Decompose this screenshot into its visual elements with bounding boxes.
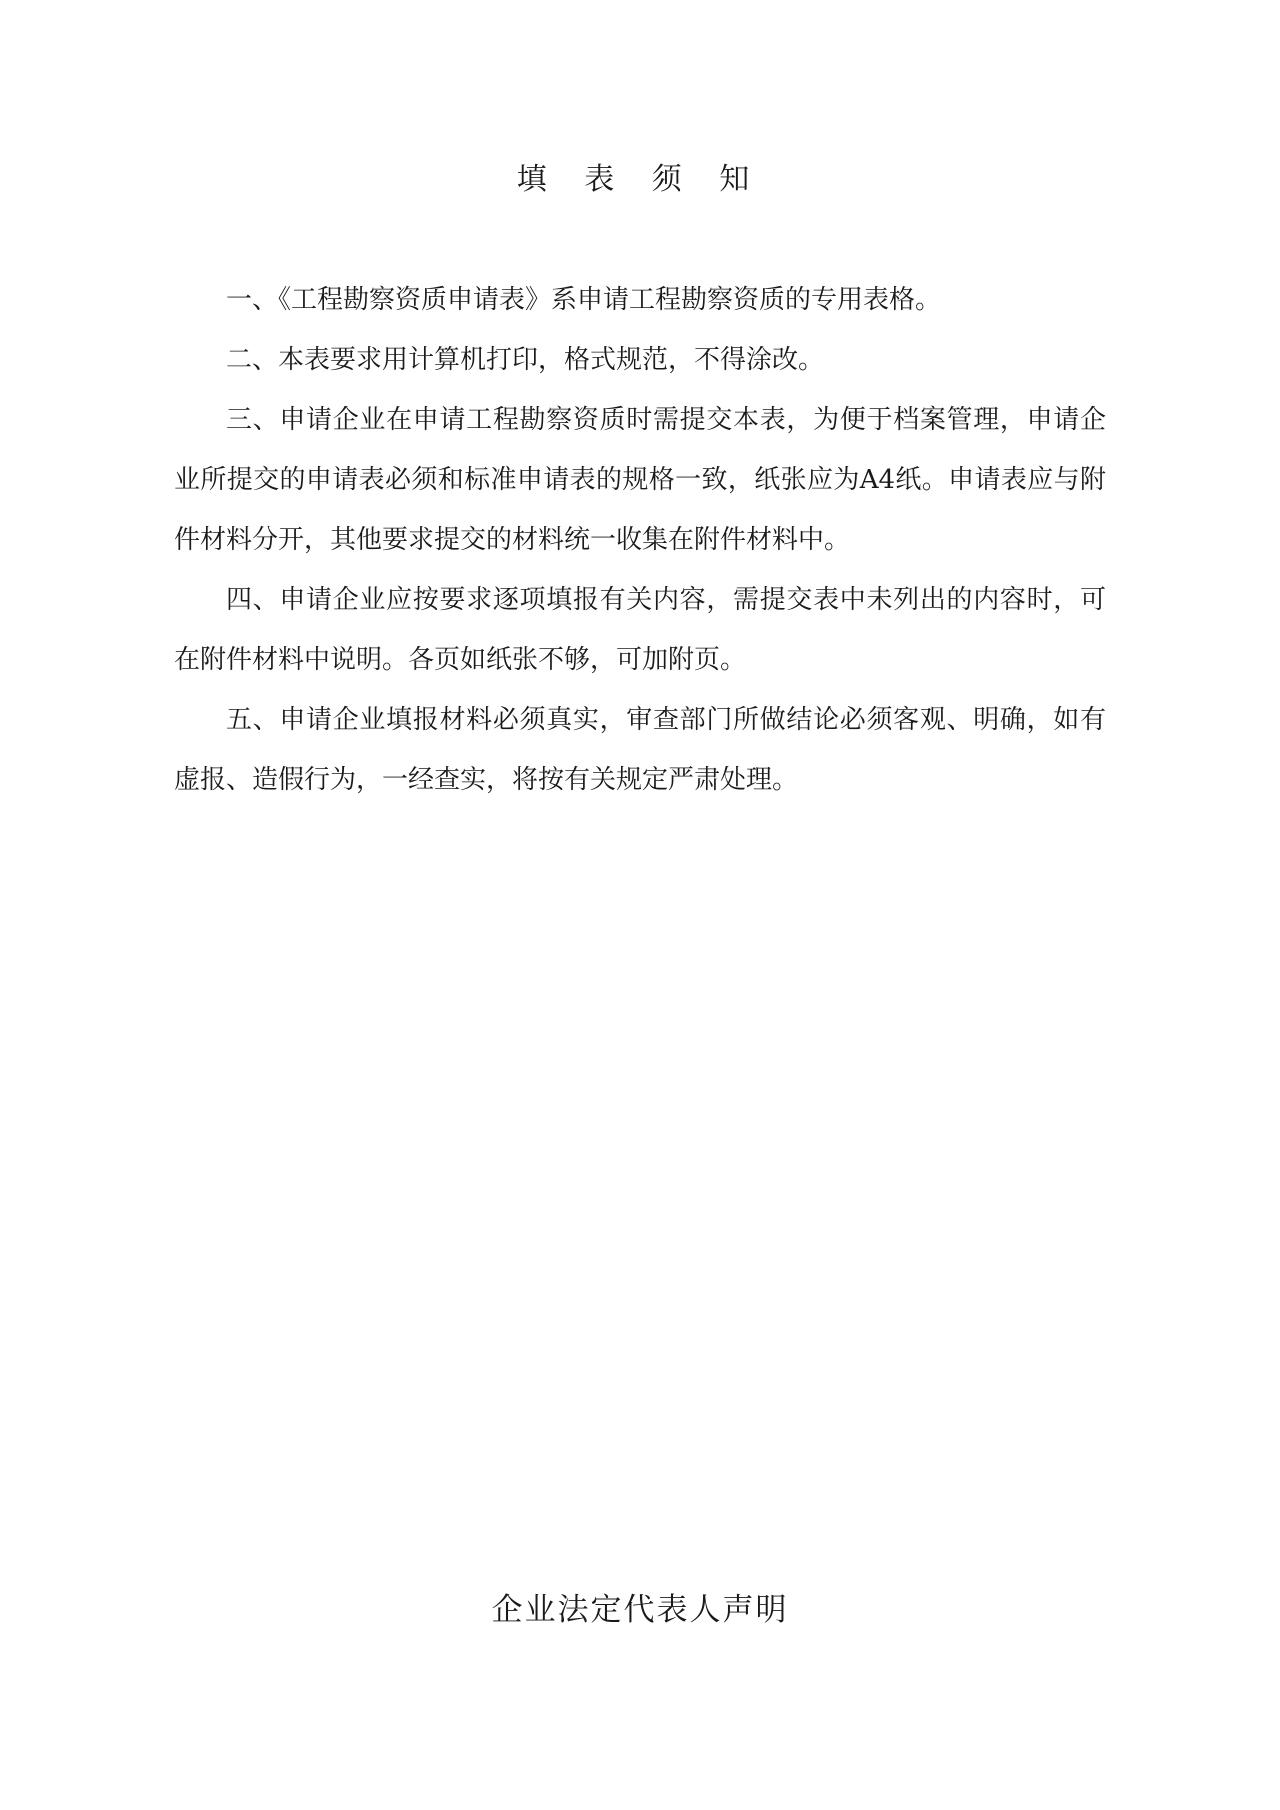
document-title: 填 表 须 知 — [516, 162, 764, 197]
legal-representative-declaration-title: 企业法定代表人声明 — [491, 1592, 789, 1628]
instructions-body — [174, 270, 1106, 810]
instruction-paragraph-2: 二、本表要求用计算机打印，格式规范，不得涂改。 — [226, 345, 825, 375]
instruction-paragraph-4: 四、申请企业应按要求逐项填报有关内容，需提交表中未列出的内容时，可在附件材料中说明。各页如纸张不够，可加附页。 — [174, 585, 1106, 675]
instruction-paragraph-1: 一、《工程勘察资质申请表》系申请工程勘察资质的专用表格。 — [226, 285, 942, 315]
instruction-paragraph-5: 五、申请企业填报材料必须真实，审查部门所做结论必须客观、明确，如有虚报、造假行为，一经查实，将按有关规定严肃处理。 — [174, 705, 1106, 795]
instruction-paragraph-3: 三、申请企业在申请工程勘察资质时需提交本表，为便于档案管理，申请企业所提交的申请表必须和标准申请表的规格一致，纸张应为A4纸。申请表应与附件材料分开，其他要求提交的材料统一收集在附件材料中。 — [174, 405, 1106, 555]
